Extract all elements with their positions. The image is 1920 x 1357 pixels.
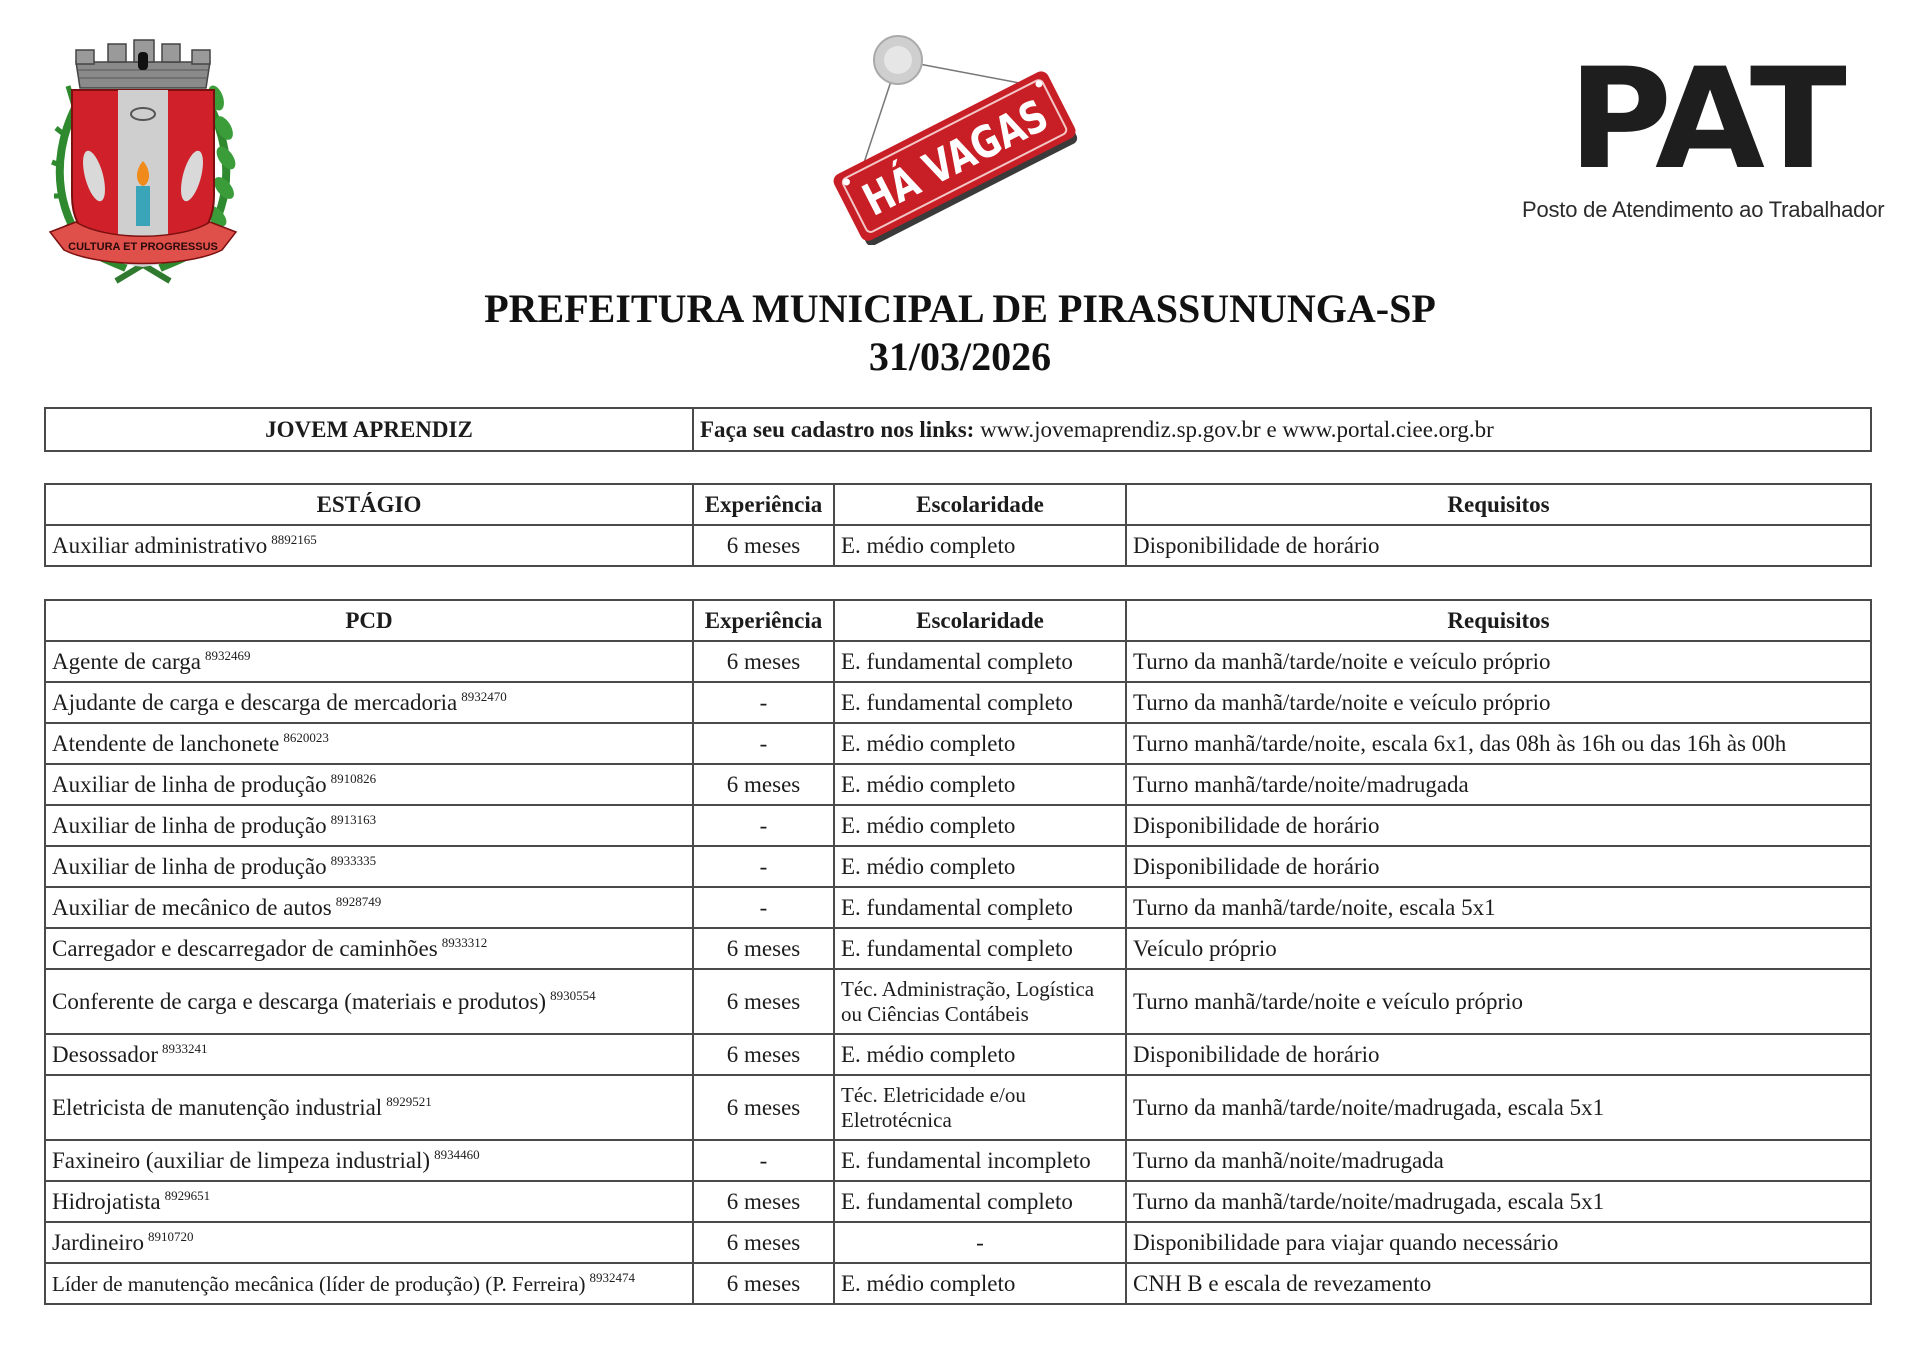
document-header — [0, 285, 1920, 381]
requirements-cell: Turno manhã/tarde/noite e veículo próprio — [1126, 969, 1871, 1034]
job-code: 8932469 — [205, 648, 251, 663]
experience-cell: 6 meses — [693, 1181, 834, 1222]
experience-cell: - — [693, 682, 834, 723]
table-row — [45, 846, 1871, 887]
table-row — [45, 1222, 1871, 1263]
job-title: Auxiliar de linha de produção — [52, 772, 327, 797]
job-title-cell — [45, 682, 693, 723]
crest-motto: CULTURA ET PROGRESSUS — [68, 241, 218, 253]
job-title-cell — [45, 1075, 693, 1140]
job-title: Conferente de carga e descarga (materiais e produtos) — [52, 989, 547, 1014]
estagio-table — [44, 483, 1872, 567]
table-row — [45, 525, 1871, 566]
education-cell: E. fundamental completo — [834, 928, 1126, 969]
job-title: Desossador — [52, 1042, 159, 1067]
job-code: 8933335 — [330, 853, 377, 868]
education-cell: E. fundamental completo — [834, 641, 1126, 682]
requirements-cell: Veículo próprio — [1126, 928, 1871, 969]
job-title: Faxineiro (auxiliar de limpeza industrial) — [52, 1148, 431, 1173]
experience-cell: 6 meses — [693, 764, 834, 805]
requirements-cell: Turno da manhã/tarde/noite e veículo próprio — [1126, 641, 1871, 682]
table-row — [45, 1181, 1871, 1222]
ha-vagas-sign-logo — [820, 30, 1090, 245]
table-row — [45, 1140, 1871, 1181]
education-cell: E. médio completo — [834, 805, 1126, 846]
job-code: 8932470 — [461, 689, 507, 704]
column-header-escolaridade: Escolaridade — [834, 600, 1126, 641]
page-title: PREFEITURA MUNICIPAL DE PIRASSUNUNGA-SP — [484, 286, 1436, 331]
column-header-requisitos: Requisitos — [1126, 600, 1871, 641]
requirements-cell: Turno da manhã/tarde/noite/madrugada, escala 5x1 — [1126, 1181, 1871, 1222]
job-code: 8930554 — [550, 988, 596, 1003]
job-title: Auxiliar de linha de produção — [52, 813, 327, 838]
table-row — [45, 641, 1871, 682]
column-header-vaga: PCD — [45, 600, 693, 641]
jovem-aprendiz-links[interactable]: www.jovemaprendiz.sp.gov.br e www.portal.ciee.org.br — [974, 416, 1494, 442]
job-code: 8892165 — [271, 532, 317, 547]
column-header-requisitos: Requisitos — [1126, 484, 1871, 525]
jovem-aprendiz-table — [44, 407, 1872, 452]
requirements-cell: CNH B e escala de revezamento — [1126, 1263, 1871, 1304]
job-title: Auxiliar de mecânico de autos — [52, 895, 332, 920]
job-title-cell — [45, 764, 693, 805]
job-title-cell — [45, 1034, 693, 1075]
job-title: Líder de manutenção mecânica (líder de produção) (P. Ferreira) — [52, 1272, 586, 1296]
jovem-aprendiz-cta: Faça seu cadastro nos links: — [700, 416, 975, 442]
job-title-cell — [45, 723, 693, 764]
estagio-header-row — [45, 484, 1871, 525]
hanging-sign-icon — [820, 30, 1090, 245]
column-header-experiencia: Experiência — [693, 600, 834, 641]
pcd-header-row — [45, 600, 1871, 641]
jovem-aprendiz-label: JOVEM APRENDIZ — [45, 408, 693, 451]
education-cell: E. médio completo — [834, 723, 1126, 764]
job-title: Auxiliar de linha de produção — [52, 854, 327, 879]
job-title-cell — [45, 525, 693, 566]
job-code: 8934460 — [434, 1147, 480, 1162]
job-code: 8910720 — [147, 1229, 194, 1244]
job-code: 8929521 — [386, 1094, 432, 1109]
job-title-cell — [45, 805, 693, 846]
requirements-cell: Turno da manhã/tarde/noite e veículo próprio — [1126, 682, 1871, 723]
job-title: Hidrojatista — [52, 1189, 161, 1214]
requirements-cell: Disponibilidade para viajar quando necessário — [1126, 1222, 1871, 1263]
job-title-cell — [45, 969, 693, 1034]
column-header-escolaridade: Escolaridade — [834, 484, 1126, 525]
pat-logo-word: PAT — [1568, 38, 1843, 201]
job-title-cell — [45, 1181, 693, 1222]
job-title-cell — [45, 846, 693, 887]
experience-cell: 6 meses — [693, 525, 834, 566]
education-cell: E. médio completo — [834, 525, 1126, 566]
requirements-cell: Disponibilidade de horário — [1126, 805, 1871, 846]
job-code: 8932474 — [589, 1270, 635, 1285]
column-header-experiencia: Experiência — [693, 484, 834, 525]
experience-cell: 6 meses — [693, 928, 834, 969]
jovem-aprendiz-info — [693, 408, 1871, 451]
job-title: Auxiliar administrativo — [52, 533, 268, 558]
experience-cell: 6 meses — [693, 1075, 834, 1140]
job-code: 8928749 — [335, 894, 382, 909]
job-code: 8933312 — [441, 935, 488, 950]
education-cell: E. médio completo — [834, 1263, 1126, 1304]
job-title: Jardineiro — [52, 1230, 144, 1255]
municipal-coat-of-arms-logo — [36, 36, 250, 288]
requirements-cell: Turno manhã/tarde/noite/madrugada — [1126, 764, 1871, 805]
job-title: Atendente de lanchonete — [52, 731, 280, 756]
job-code: 8620023 — [283, 730, 329, 745]
requirements-cell: Turno da manhã/noite/madrugada — [1126, 1140, 1871, 1181]
job-title: Ajudante de carga e descarga de mercadoria — [52, 690, 458, 715]
job-title-cell — [45, 1140, 693, 1181]
experience-cell: - — [693, 846, 834, 887]
table-row — [45, 1034, 1871, 1075]
requirements-cell: Disponibilidade de horário — [1126, 525, 1871, 566]
experience-cell: 6 meses — [693, 969, 834, 1034]
experience-cell: - — [693, 723, 834, 764]
requirements-cell: Disponibilidade de horário — [1126, 846, 1871, 887]
requirements-cell: Disponibilidade de horário — [1126, 1034, 1871, 1075]
education-cell: E. médio completo — [834, 846, 1126, 887]
job-title: Agente de carga — [52, 649, 201, 674]
table-row — [45, 969, 1871, 1034]
pat-logo — [1510, 38, 1885, 230]
document-date: 31/03/2026 — [868, 334, 1052, 379]
job-title-cell — [45, 887, 693, 928]
sign-text: HÁ VAGAS — [855, 66, 1090, 227]
experience-cell: - — [693, 1140, 834, 1181]
job-title: Carregador e descarregador de caminhões — [52, 936, 438, 961]
column-header-vaga: ESTÁGIO — [45, 484, 693, 525]
education-cell: E. médio completo — [834, 764, 1126, 805]
pat-logo-subtitle: Posto de Atendimento ao Trabalhador — [1522, 197, 1885, 222]
experience-cell: 6 meses — [693, 1263, 834, 1304]
coat-of-arms-icon — [36, 36, 250, 288]
job-title: Eletricista de manutenção industrial — [52, 1095, 383, 1120]
experience-cell: 6 meses — [693, 1034, 834, 1075]
pcd-table — [44, 599, 1872, 1305]
education-cell: - — [834, 1222, 1126, 1263]
table-row — [45, 1263, 1871, 1304]
job-code: 8910826 — [330, 771, 377, 786]
table-row — [45, 682, 1871, 723]
table-row — [45, 928, 1871, 969]
table-row — [45, 764, 1871, 805]
table-row — [45, 1075, 1871, 1140]
experience-cell: 6 meses — [693, 1222, 834, 1263]
job-code: 8913163 — [330, 812, 377, 827]
experience-cell: 6 meses — [693, 641, 834, 682]
job-code: 8929651 — [164, 1188, 211, 1203]
requirements-cell: Turno da manhã/tarde/noite, escala 5x1 — [1126, 887, 1871, 928]
experience-cell: - — [693, 887, 834, 928]
education-cell: Téc. Administração, Logística ou Ciências Contábeis — [834, 969, 1126, 1034]
jovem-aprendiz-row — [45, 408, 1871, 451]
job-code: 8933241 — [162, 1041, 208, 1056]
education-cell: Téc. Eletricidade e/ou Eletrotécnica — [834, 1075, 1126, 1140]
job-title-cell — [45, 1263, 693, 1304]
education-cell: E. médio completo — [834, 1034, 1126, 1075]
education-cell: E. fundamental completo — [834, 1181, 1126, 1222]
job-title-cell — [45, 641, 693, 682]
table-row — [45, 723, 1871, 764]
table-row — [45, 805, 1871, 846]
education-cell: E. fundamental incompleto — [834, 1140, 1126, 1181]
requirements-cell: Turno manhã/tarde/noite, escala 6x1, das 08h às 16h ou das 16h às 00h — [1126, 723, 1871, 764]
education-cell: E. fundamental completo — [834, 682, 1126, 723]
job-title-cell — [45, 1222, 693, 1263]
experience-cell: - — [693, 805, 834, 846]
table-row — [45, 887, 1871, 928]
requirements-cell: Turno da manhã/tarde/noite/madrugada, escala 5x1 — [1126, 1075, 1871, 1140]
job-title-cell — [45, 928, 693, 969]
education-cell: E. fundamental completo — [834, 887, 1126, 928]
